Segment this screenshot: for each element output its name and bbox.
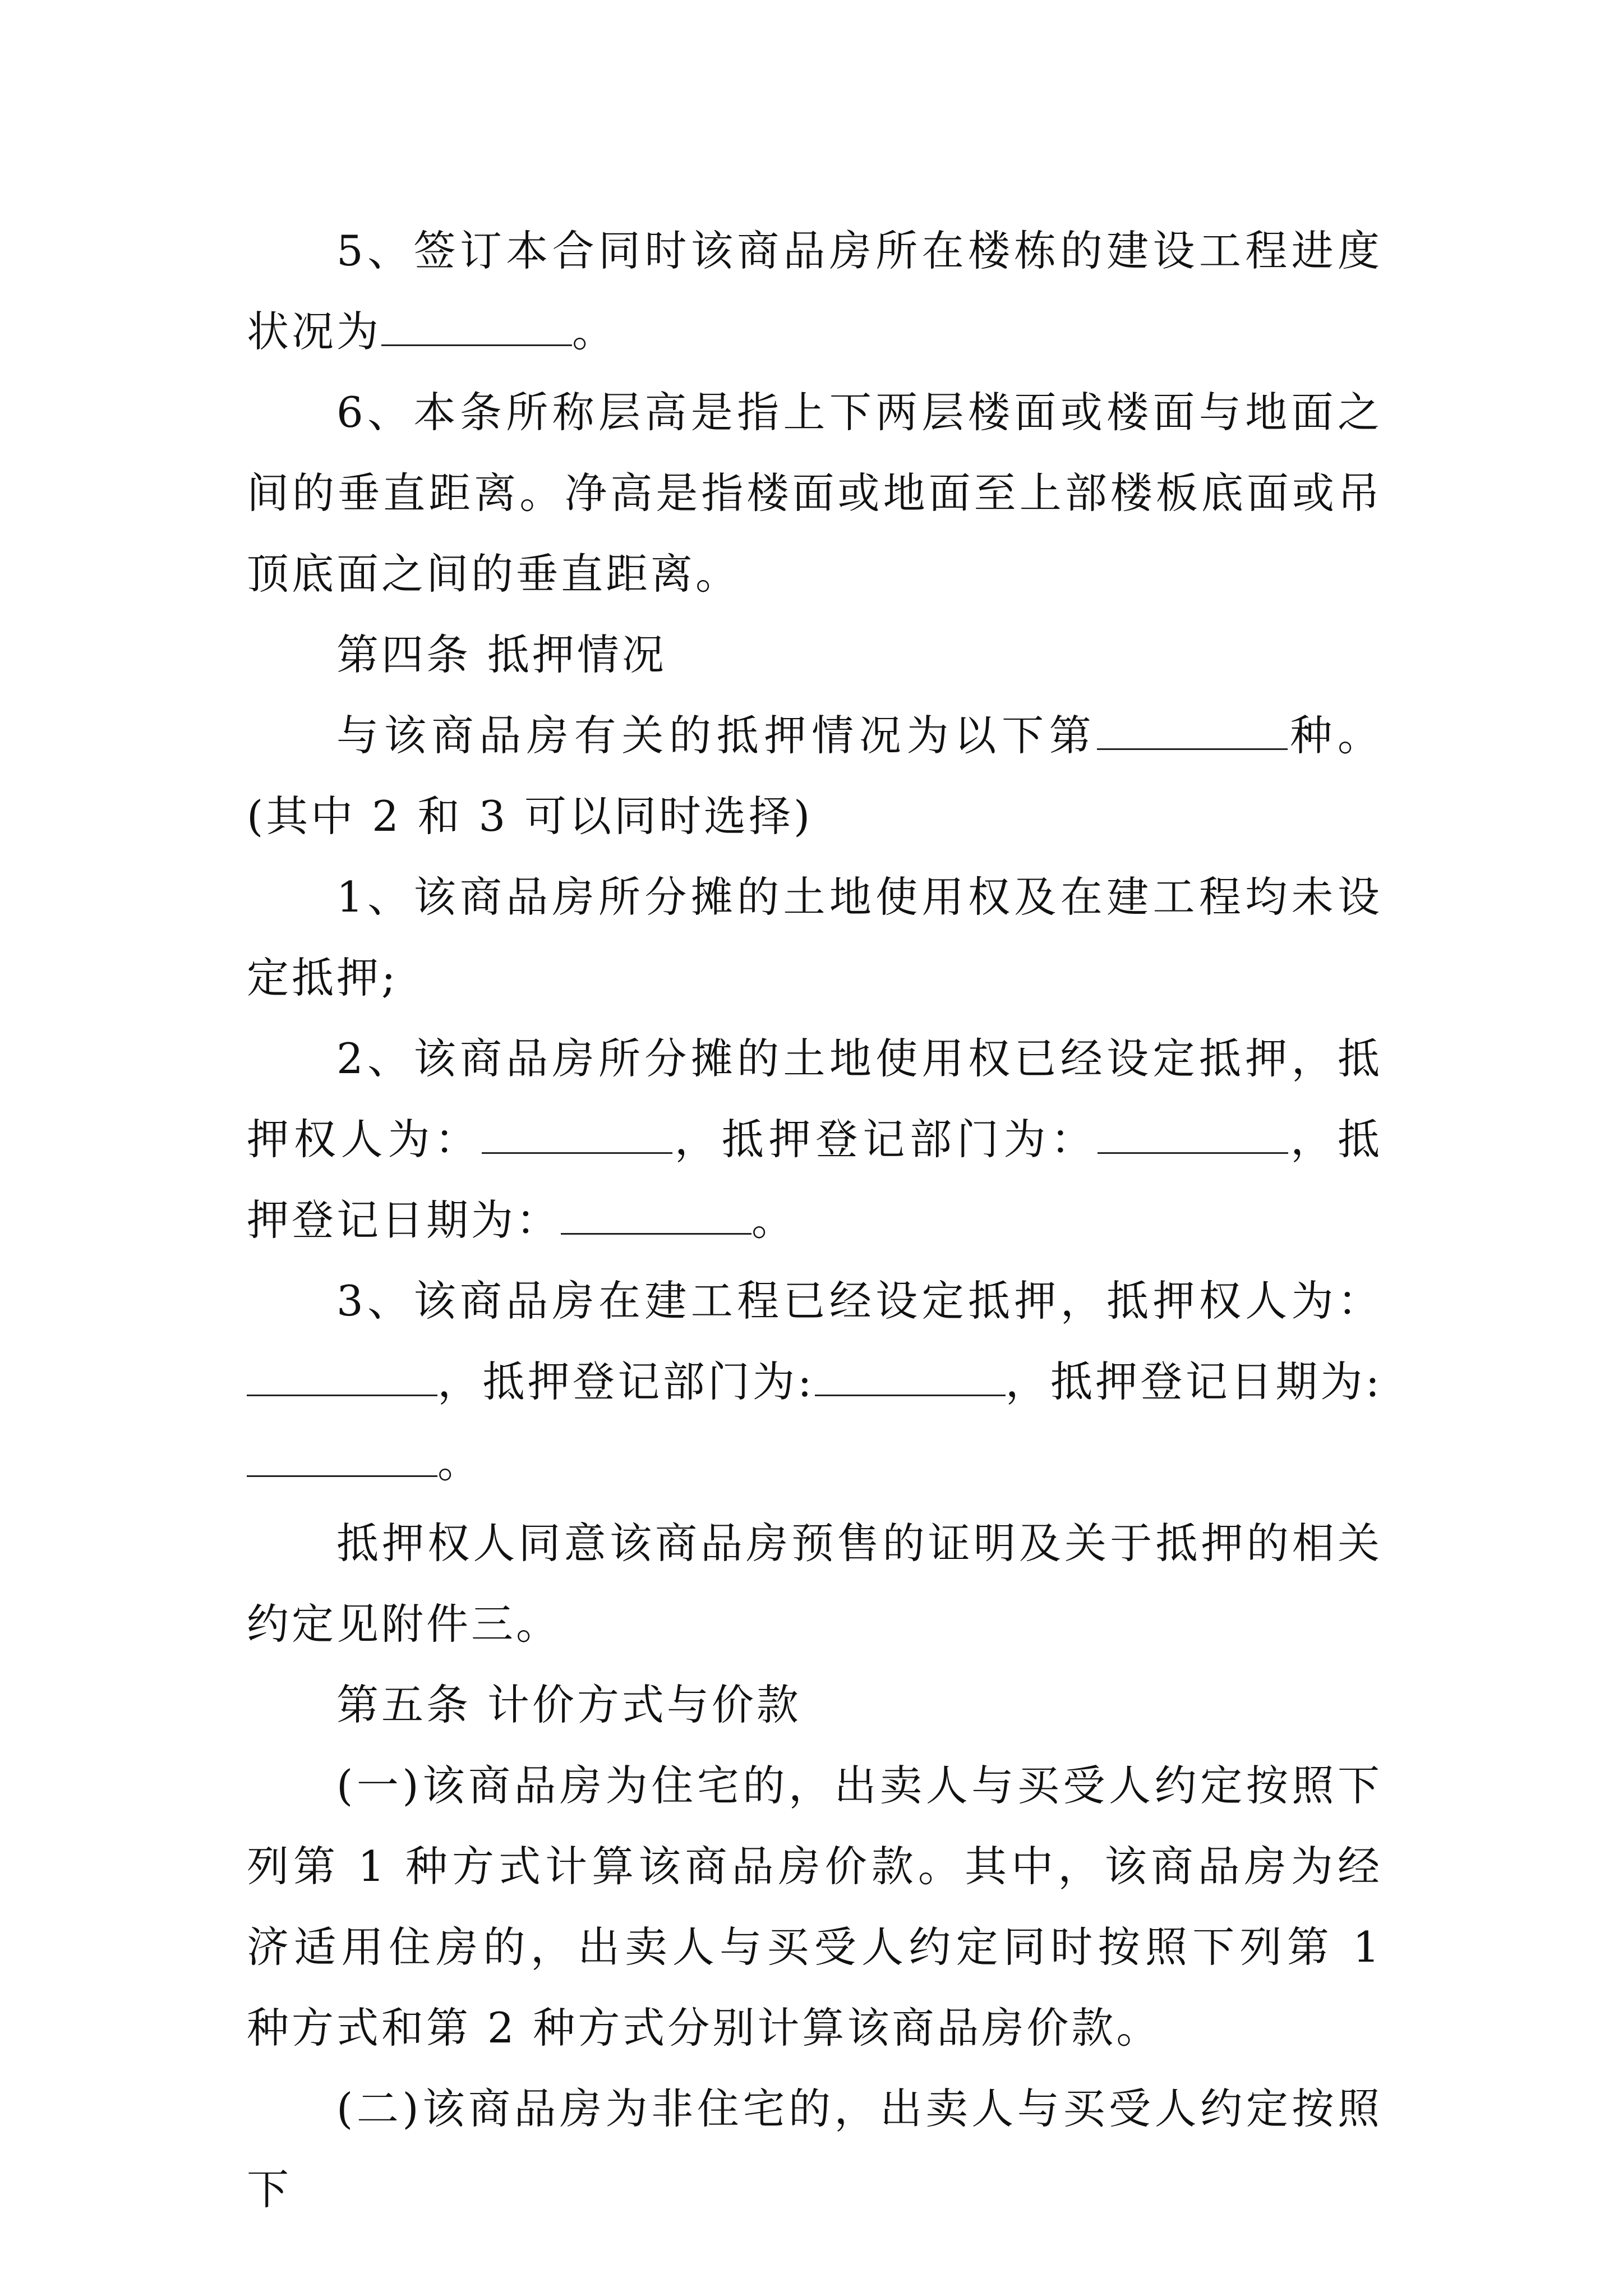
paragraph-text: (二)该商品房为非住宅的，出卖人与买受人约定按照下 [247, 2084, 1382, 2214]
paragraph-text: 。 [572, 307, 617, 356]
fill-in-blank[interactable] [1098, 1119, 1288, 1154]
fill-in-blank[interactable] [247, 1361, 437, 1396]
paragraph-p7 [247, 1260, 1382, 1503]
paragraph-p2 [247, 372, 1382, 614]
paragraph-p3 [247, 614, 1382, 695]
paragraph-p9 [247, 1664, 1382, 1745]
paragraph-text: 抵押权人同意该商品房预售的证明及关于抵押的相关约定见附件三。 [247, 1519, 1382, 1649]
paragraph-text: 6、本条所称层高是指上下两层楼面或楼面与地面之间的垂直距离。净高是指楼面或地面至上部楼板底面或吊顶底面之间的垂直距离。 [247, 388, 1382, 599]
paragraph-p1 [247, 210, 1382, 372]
paragraph-text: 2、该商品房所分摊的土地使用权已经设定抵押，抵押权人为： [247, 1034, 1382, 1164]
paragraph-p11 [247, 2068, 1382, 2230]
paragraph-text: 。 [751, 1195, 797, 1245]
paragraph-p6 [247, 1018, 1382, 1260]
fill-in-blank[interactable] [482, 1119, 672, 1154]
contract-body [247, 210, 1382, 2230]
paragraph-text: 1、该商品房所分摊的土地使用权及在建工程均未设定抵押; [247, 872, 1382, 1002]
paragraph-text: 第四条 抵押情况 [336, 630, 667, 679]
fill-in-blank[interactable] [381, 311, 572, 346]
paragraph-text: ，抵押登记部门为： [672, 1115, 1098, 1164]
paragraph-text: 5、签订本合同时该商品房所在楼栋的建设工程进度状况为 [247, 226, 1382, 356]
paragraph-text: ，抵押登记日期为: [1005, 1357, 1382, 1406]
fill-in-blank[interactable] [815, 1361, 1006, 1396]
paragraph-text: ，抵押登记日期为： [247, 1115, 1382, 1245]
fill-in-blank[interactable] [1097, 715, 1288, 750]
paragraph-p10 [247, 1745, 1382, 2068]
paragraph-text: 与该商品房有关的抵押情况为以下第 [336, 711, 1097, 760]
paragraph-p8 [247, 1503, 1382, 1664]
paragraph-text: ，抵押登记部门为: [437, 1357, 815, 1406]
fill-in-blank[interactable] [561, 1199, 751, 1235]
paragraph-text: 第五条 计价方式与价款 [336, 1680, 801, 1729]
paragraph-text: 3、该商品房在建工程已经设定抵押，抵押权人为： [336, 1276, 1382, 1326]
paragraph-p5 [247, 857, 1382, 1018]
paragraph-text: 。 [437, 1438, 483, 1487]
paragraph-p4 [247, 695, 1382, 857]
paragraph-text: (一)该商品房为住宅的，出卖人与买受人约定按照下列第 1 种方式计算该商品房价款。其中，该商品房为经济适用住房的，出卖人与买受人约定同时按照下列第 1 种方式和第 2 种方式分别计算该商品房价款。 [247, 1761, 1382, 2053]
paragraph-text: 种。(其中 2 和 3 可以同时选择) [247, 711, 1382, 841]
fill-in-blank[interactable] [247, 1442, 437, 1477]
